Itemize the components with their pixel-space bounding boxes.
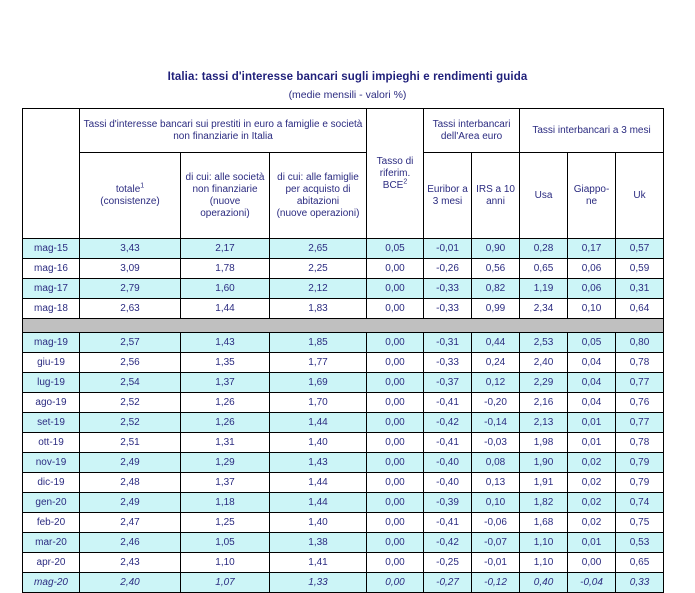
table-cell: 0,00 <box>367 573 424 593</box>
table-cell: 0,00 <box>367 393 424 413</box>
table-cell: 0,04 <box>568 353 616 373</box>
table-cell: 2,51 <box>80 433 181 453</box>
table-cell: -0,39 <box>424 493 472 513</box>
header-families-line4: (nuove operazioni) <box>276 207 360 219</box>
table-cell: -0,04 <box>568 573 616 593</box>
table-cell: 0,00 <box>367 373 424 393</box>
table-cell: 0,02 <box>568 473 616 493</box>
table-cell: 1,85 <box>270 333 367 353</box>
header-total-line2: (consistenze) <box>100 195 160 207</box>
table-cell: 2,25 <box>270 259 367 279</box>
table-cell: 2,16 <box>520 393 568 413</box>
header-col-families <box>270 153 367 239</box>
header-companies-line2: non finanziarie <box>192 183 258 195</box>
table-cell: 0,65 <box>520 259 568 279</box>
table-cell: 2,46 <box>80 533 181 553</box>
table-cell: 0,78 <box>616 353 664 373</box>
table-cell: 1,07 <box>181 573 270 593</box>
page-title: Italia: tassi d'interesse bancari sugli impieghi e rendimenti guida <box>167 71 528 83</box>
table-cell: 0,76 <box>616 393 664 413</box>
header-bce-line2: riferim. BCE <box>379 167 411 191</box>
table-cell: 1,33 <box>270 573 367 593</box>
header-families-line3: abitazioni <box>296 195 340 207</box>
table-cell: -0,40 <box>424 453 472 473</box>
table-cell: 2,63 <box>80 299 181 319</box>
table-cell: -0,27 <box>424 573 472 593</box>
table-cell: 2,34 <box>520 299 568 319</box>
table-cell: 2,12 <box>270 279 367 299</box>
interest-rates-table-container <box>22 108 663 593</box>
table-cell: 0,00 <box>367 493 424 513</box>
table-row <box>23 299 664 319</box>
table-row <box>23 393 664 413</box>
table-cell: 1,37 <box>181 373 270 393</box>
header-irs-line1: IRS a 10 <box>476 183 515 195</box>
table-cell: 1,78 <box>181 259 270 279</box>
table-cell: 0,02 <box>568 493 616 513</box>
table-cell: 2,56 <box>80 353 181 373</box>
table-row <box>23 513 664 533</box>
table-row <box>23 533 664 553</box>
table-cell: -0,06 <box>472 513 520 533</box>
table-row <box>23 573 664 593</box>
table-row <box>23 279 664 299</box>
table-cell: -0,20 <box>472 393 520 413</box>
table-cell: -0,42 <box>424 413 472 433</box>
row-period-label: mar-20 <box>23 533 80 553</box>
table-cell: 1,31 <box>181 433 270 453</box>
row-period-label: mag-20 <box>23 573 80 593</box>
row-period-label: mag-17 <box>23 279 80 299</box>
table-cell: 2,47 <box>80 513 181 533</box>
row-period-label: giu-19 <box>23 353 80 373</box>
table-cell: 1,98 <box>520 433 568 453</box>
table-cell: -0,41 <box>424 513 472 533</box>
table-cell: -0,01 <box>472 553 520 573</box>
table-cell: 1,29 <box>181 453 270 473</box>
table-cell: 2,53 <box>520 333 568 353</box>
header-euribor-line1: Euribor a <box>427 183 468 195</box>
header-col-usa: Usa <box>520 153 568 239</box>
table-cell: -0,12 <box>472 573 520 593</box>
table-cell: 0,33 <box>616 573 664 593</box>
table-cell: 1,44 <box>181 299 270 319</box>
table-cell: 1,10 <box>520 553 568 573</box>
table-cell: 1,43 <box>181 333 270 353</box>
table-cell: 0,28 <box>520 239 568 259</box>
header-giappone-line1: Giappo- <box>573 183 610 195</box>
table-cell: -0,37 <box>424 373 472 393</box>
header-group-interbank-3m: Tassi interbancari a 3 mesi <box>520 109 664 153</box>
table-cell: 0,02 <box>568 513 616 533</box>
table-cell: 0,13 <box>472 473 520 493</box>
table-cell: 2,49 <box>80 453 181 473</box>
table-cell: 3,43 <box>80 239 181 259</box>
table-row <box>23 413 664 433</box>
row-period-label: ott-19 <box>23 433 80 453</box>
table-cell: 2,17 <box>181 239 270 259</box>
table-row <box>23 259 664 279</box>
table-cell: 1,10 <box>181 553 270 573</box>
table-cell: 1,18 <box>181 493 270 513</box>
row-period-label: gen-20 <box>23 493 80 513</box>
table-cell: 2,49 <box>80 493 181 513</box>
table-cell: 0,79 <box>616 473 664 493</box>
table-cell: 0,00 <box>367 279 424 299</box>
table-cell: 3,09 <box>80 259 181 279</box>
row-period-label: set-19 <box>23 413 80 433</box>
table-row <box>23 239 664 259</box>
table-row <box>23 473 664 493</box>
section-separator-cell <box>23 319 664 333</box>
table-cell: 1,68 <box>520 513 568 533</box>
table-body <box>23 239 664 593</box>
table-cell: 2,52 <box>80 413 181 433</box>
table-cell: -0,03 <box>472 433 520 453</box>
header-col-bce <box>367 109 424 239</box>
table-cell: 2,79 <box>80 279 181 299</box>
table-cell: 1,82 <box>520 493 568 513</box>
table-cell: 0,04 <box>568 393 616 413</box>
table-cell: 0,10 <box>472 493 520 513</box>
table-cell: -0,42 <box>424 533 472 553</box>
table-cell: -0,41 <box>424 433 472 453</box>
header-group-loans: Tassi d'interesse bancari sui prestiti in euro a famiglie e società non finanziarie in Italia <box>80 109 367 153</box>
table-cell: 0,01 <box>568 413 616 433</box>
table-row <box>23 433 664 453</box>
table-cell: 2,52 <box>80 393 181 413</box>
table-cell: 1,83 <box>270 299 367 319</box>
table-cell: 1,77 <box>270 353 367 373</box>
table-cell: 0,44 <box>472 333 520 353</box>
table-cell: 0,40 <box>520 573 568 593</box>
table-cell: 0,77 <box>616 373 664 393</box>
row-period-label: lug-19 <box>23 373 80 393</box>
table-cell: 2,65 <box>270 239 367 259</box>
table-cell: -0,14 <box>472 413 520 433</box>
table-row <box>23 333 664 353</box>
row-period-label: mag-15 <box>23 239 80 259</box>
header-giappone-line2: ne <box>585 195 598 207</box>
header-period-corner <box>23 109 80 239</box>
table-cell: 0,10 <box>568 299 616 319</box>
table-cell: 0,12 <box>472 373 520 393</box>
header-companies-line3: (nuove operazioni) <box>200 195 250 219</box>
table-cell: 0,00 <box>367 299 424 319</box>
header-bce-footnote-marker: 2 <box>403 178 408 186</box>
table-cell: 1,26 <box>181 393 270 413</box>
page-subtitle: (medie mensili - valori %) <box>288 89 407 101</box>
table-cell: 1,40 <box>270 513 367 533</box>
header-col-companies <box>181 153 270 239</box>
table-cell: 0,05 <box>367 239 424 259</box>
header-row-columns <box>23 153 664 239</box>
table-row <box>23 353 664 373</box>
row-period-label: apr-20 <box>23 553 80 573</box>
table-cell: 1,91 <box>520 473 568 493</box>
table-cell: 2,40 <box>520 353 568 373</box>
header-col-irs <box>472 153 520 239</box>
table-cell: 0,00 <box>367 433 424 453</box>
table-cell: 0,05 <box>568 333 616 353</box>
table-cell: 0,00 <box>367 413 424 433</box>
row-period-label: mag-19 <box>23 333 80 353</box>
table-cell: 1,10 <box>520 533 568 553</box>
row-period-label: nov-19 <box>23 453 80 473</box>
table-cell: 0,80 <box>616 333 664 353</box>
table-cell: 2,40 <box>80 573 181 593</box>
table-cell: 0,06 <box>568 279 616 299</box>
table-cell: -0,41 <box>424 393 472 413</box>
table-cell: 1,70 <box>270 393 367 413</box>
table-cell: 0,82 <box>472 279 520 299</box>
table-cell: -0,25 <box>424 553 472 573</box>
table-cell: 0,65 <box>616 553 664 573</box>
table-cell: 0,99 <box>472 299 520 319</box>
table-cell: 0,02 <box>568 453 616 473</box>
table-cell: 0,64 <box>616 299 664 319</box>
table-cell: 0,78 <box>616 433 664 453</box>
table-cell: 1,35 <box>181 353 270 373</box>
table-cell: 0,77 <box>616 413 664 433</box>
table-cell: 0,57 <box>616 239 664 259</box>
table-cell: 1,90 <box>520 453 568 473</box>
table-cell: 1,40 <box>270 433 367 453</box>
header-group-euro-interbank: Tassi interbancari dell'Area euro <box>424 109 520 153</box>
table-cell: 0,00 <box>367 533 424 553</box>
table-cell: 0,79 <box>616 453 664 473</box>
table-row <box>23 373 664 393</box>
table-cell: 0,00 <box>367 353 424 373</box>
table-cell: 0,74 <box>616 493 664 513</box>
row-period-label: dic-19 <box>23 473 80 493</box>
table-cell: 1,44 <box>270 473 367 493</box>
table-cell: 0,31 <box>616 279 664 299</box>
header-row-groups <box>23 109 664 153</box>
table-cell: 0,59 <box>616 259 664 279</box>
table-cell: 0,04 <box>568 373 616 393</box>
header-families-line1: di cui: alle famiglie <box>277 171 359 183</box>
header-col-giappone <box>568 153 616 239</box>
table-cell: 1,44 <box>270 493 367 513</box>
table-cell: 0,06 <box>568 259 616 279</box>
row-period-label: ago-19 <box>23 393 80 413</box>
table-cell: 2,43 <box>80 553 181 573</box>
table-cell: 0,90 <box>472 239 520 259</box>
table-row <box>23 553 664 573</box>
table-cell: 0,08 <box>472 453 520 473</box>
table-cell: 0,24 <box>472 353 520 373</box>
table-cell: -0,31 <box>424 333 472 353</box>
table-cell: 1,69 <box>270 373 367 393</box>
table-cell: 0,01 <box>568 533 616 553</box>
table-cell: 0,00 <box>568 553 616 573</box>
table-row <box>23 453 664 473</box>
row-period-label: feb-20 <box>23 513 80 533</box>
header-companies-line1: di cui: alle società <box>185 171 265 183</box>
interest-rates-table <box>22 108 664 593</box>
table-cell: 0,01 <box>568 433 616 453</box>
table-cell: 1,19 <box>520 279 568 299</box>
title-block <box>0 70 695 102</box>
table-cell: 1,44 <box>270 413 367 433</box>
table-cell: 0,17 <box>568 239 616 259</box>
header-euribor-line2: 3 mesi <box>432 195 463 207</box>
header-col-total <box>80 153 181 239</box>
table-cell: 1,43 <box>270 453 367 473</box>
table-cell: 0,56 <box>472 259 520 279</box>
table-header <box>23 109 664 239</box>
table-cell: 0,00 <box>367 513 424 533</box>
table-cell: 0,00 <box>367 473 424 493</box>
table-cell: 1,25 <box>181 513 270 533</box>
table-cell: 1,38 <box>270 533 367 553</box>
table-cell: 1,37 <box>181 473 270 493</box>
table-cell: -0,33 <box>424 279 472 299</box>
table-cell: 1,60 <box>181 279 270 299</box>
header-col-euribor <box>424 153 472 239</box>
header-col-uk: Uk <box>616 153 664 239</box>
table-cell: -0,07 <box>472 533 520 553</box>
table-row <box>23 493 664 513</box>
header-bce-line1: Tasso di <box>376 155 414 167</box>
table-cell: -0,26 <box>424 259 472 279</box>
table-cell: 2,57 <box>80 333 181 353</box>
table-cell: 0,00 <box>367 553 424 573</box>
header-irs-line2: anni <box>486 195 505 207</box>
table-cell: 0,00 <box>367 333 424 353</box>
table-cell: 2,29 <box>520 373 568 393</box>
table-cell: -0,40 <box>424 473 472 493</box>
table-cell: 1,26 <box>181 413 270 433</box>
table-cell: 2,48 <box>80 473 181 493</box>
header-total-line1: totale <box>115 183 141 195</box>
row-period-label: mag-16 <box>23 259 80 279</box>
table-cell: 0,00 <box>367 453 424 473</box>
table-cell: -0,33 <box>424 353 472 373</box>
section-separator-row <box>23 319 664 333</box>
header-families-line2: per acquisto di <box>285 183 351 195</box>
table-cell: 0,75 <box>616 513 664 533</box>
table-cell: -0,01 <box>424 239 472 259</box>
table-cell: 1,05 <box>181 533 270 553</box>
table-cell: 0,53 <box>616 533 664 553</box>
header-total-footnote-marker: 1 <box>140 182 145 190</box>
table-cell: 1,41 <box>270 553 367 573</box>
table-cell: -0,33 <box>424 299 472 319</box>
row-period-label: mag-18 <box>23 299 80 319</box>
table-cell: 2,13 <box>520 413 568 433</box>
table-cell: 2,54 <box>80 373 181 393</box>
table-cell: 0,00 <box>367 259 424 279</box>
